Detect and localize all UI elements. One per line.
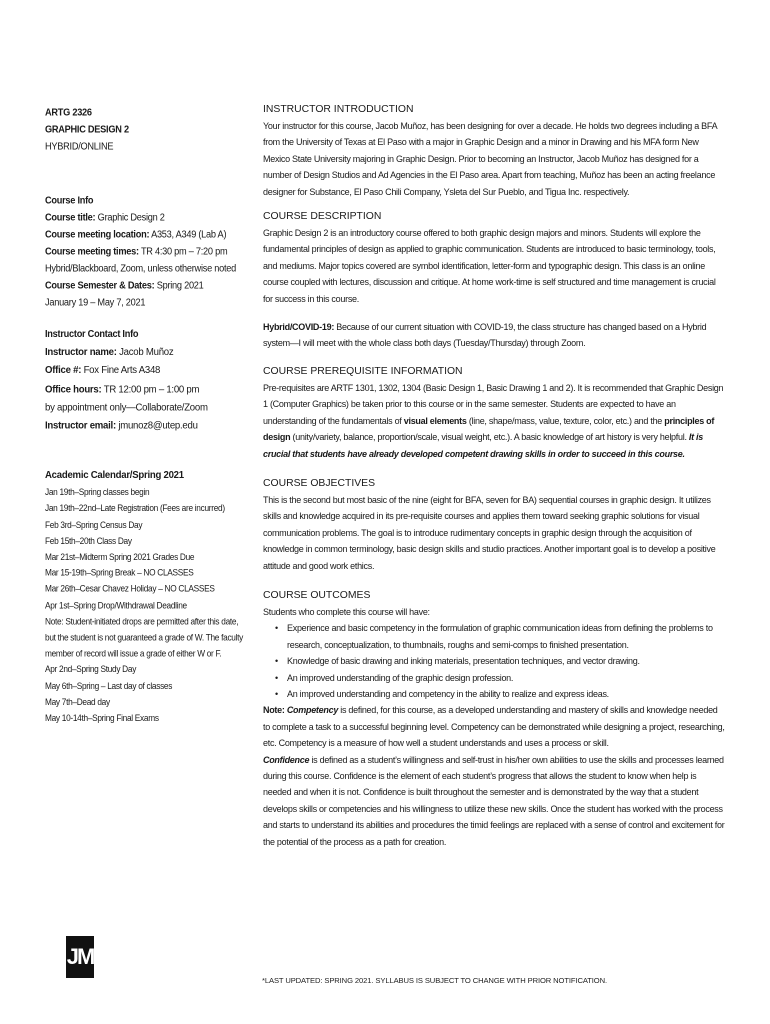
calendar-item: Apr 2nd–Spring Study Day [45,664,137,675]
course-times-label: Course meeting times: [45,246,139,257]
course-info [45,192,250,311]
course-semester-line [45,277,250,294]
outcomes-section [263,588,725,850]
instructor-contact [45,326,250,435]
course-location-label: Course meeting location: [45,229,150,240]
right-column [263,102,725,850]
prerequisite-section [263,364,725,462]
competency-note [263,702,725,751]
calendar-item: Apr 1st–Spring Drop/Withdrawal Deadline [45,599,187,611]
instructor-email-label: Instructor email: [45,419,116,432]
outcome-item: • An improved understanding and competency in the ability to realize and express ideas. [273,686,725,702]
course-description-heading: COURSE DESCRIPTION [263,211,382,223]
left-column [45,104,250,727]
calendar-item: May 7th–Dead day [45,696,110,707]
instructor-name-line [45,344,250,362]
course-header [45,104,250,155]
confidence-term: Confidence [263,754,310,765]
calendar-item: Mar 21st–Midterm Spring 2021 Grades Due [45,551,195,562]
principles-of-design-term: principles of design [263,415,715,443]
course-name: GRAPHIC DESIGN 2 [45,124,129,135]
outcomes-intro: Students who complete this course will have: [263,606,430,617]
prerequisite-text-2: (line, shape/mass, value, texture, color, etc.) and the [466,415,665,426]
outcome-item: • Experience and basic competency in the formulation of graphic communication ideas from defining the problems to research, conceptualization, to thumbnails, roughs and semi-comps to finished presentation. [273,620,725,653]
course-title-value: Graphic Design 2 [97,212,165,223]
course-description-section [263,209,725,352]
instructor-email-link[interactable]: jmunoz8@utep.edu [118,419,198,432]
office-hours-note: by appointment only—Collaborate/Zoom [45,401,208,414]
confidence-note [263,752,725,850]
instructor-name-value: Jacob Muñoz [119,346,174,359]
instructor-contact-heading: Instructor Contact Info [45,328,139,340]
calendar-list [45,485,250,727]
competency-term: Competency [286,705,339,716]
covid-text: Because of our current situation with COVID-19, the class structure has changed based on a Hybrid system—I will meet with the whole class both days (Tuesday/Thursday) through Zoom. [263,322,707,349]
course-description-body: Graphic Design 2 is an introductory course offered to both graphic design majors and minors. Students will explore the fundamental principles of design as applied to graphic communication. Students are introduced to basic terminology, tools, and mediums. Major topics covered are symbol identification, letter-form and typographic design. This class is an online course coupled with lectures, discussion and critique. At home work-time is self structured and time management is crucial for success in this course. [263,228,716,304]
course-times-value: TR 4:30 pm – 7:20 pm [140,246,228,257]
course-dates: January 19 – May 7, 2021 [45,296,146,308]
office-label: Office #: [45,365,82,377]
prerequisite-body [263,380,725,462]
calendar-item: Mar 15-19th–Spring Break – NO CLASSES [45,567,194,579]
office-hours-value: TR 12:00 pm – 1:00 pm [103,383,200,396]
prerequisite-heading: COURSE PREREQUISITE INFORMATION [263,365,463,377]
instructor-email-line [45,417,250,435]
prerequisite-text-3: (unity/variety, balance, proportion/scale, visual weight, etc.). A basic knowledge of art history is very helpful. [290,432,689,443]
calendar-item: Note: Student-initiated drops are permitted after this date, but the student is not guaranteed a grade of W. The faculty member of record will issue a grade of either W or F. [45,615,244,659]
footer-note: *LAST UPDATED: SPRING 2021. SYLLABUS IS SUBJECT TO CHANGE WITH PRIOR NOTIFICATION. [262,976,607,985]
objectives-body: This is the second but most basic of the nine (eight for BFA, seven for BA) sequential courses in graphic design. It utilizes skills and knowledge acquired in its pre-requisite courses and applies them toward seeking graphic solutions for visual communication problems. The goal is to introduce rudimentary concepts in graphic design through the acquisition of knowledge in common terminology, basic design skills and studio practices. Another important goal is to develop a positive attitude and good work ethics. [263,494,716,571]
confidence-text: is defined as a student’s willingness and self-trust in his/her own abilities to use the skills and processes learned during this course. Confidence is the element of each student’s progress that allows the student to know when help is needed and when it is not. Confidence is built throughout the semester and is demonstrated by the way that a student develops skills or competencies and his willingness to utilize these new skills. Once the student has worked with the process and starts to understand its abilities and procedures the timid feelings are replaced with a sense of control and excitement for the potential of the process as a path for creation. [263,754,725,847]
calendar-item: Feb 3rd–Spring Census Day [45,519,143,530]
outcome-item: • Knowledge of basic drawing and inking materials, presentation techniques, and vector drawing. [273,653,725,669]
jm-logo: JM [66,936,94,978]
covid-label: Hybrid/COVID-19: [263,322,335,333]
course-semester-label: Course Semester & Dates: [45,279,155,291]
office-value: Fox Fine Arts A348 [83,365,161,377]
office-hours-label: Office hours: [45,383,102,396]
calendar-item: May 6th–Spring – Last day of classes [45,680,173,691]
course-times-line [45,243,250,260]
instructor-introduction-heading: INSTRUCTOR INTRODUCTION [263,104,414,115]
drawing-skills-emphasis: It is crucial that students have already developed competent drawing skills in order to succeed in this course. [263,432,703,459]
note-label: Note: [263,705,287,716]
calendar-item: Feb 15th–20th Class Day [45,535,132,546]
office-line [45,362,250,380]
course-location-value: A353, A349 (Lab A) [151,229,227,240]
instructor-name-label: Instructor name: [45,346,117,359]
objectives-heading: COURSE OBJECTIVES [263,477,376,489]
competency-text: is defined, for this course, as a developed understanding and mastery of skills and knowledge needed to complete a task to a successful beginning level. Competency can be demonstrated while designing a project, researching, etc. Competency is a measure of how well a student understands and uses a process or skill. [263,705,725,749]
course-times-note: Hybrid/Blackboard, Zoom, unless otherwise noted [45,263,236,274]
course-location-line [45,226,250,243]
course-semester-value: Spring 2021 [156,279,204,291]
outcomes-list [263,620,725,702]
outcomes-heading: COURSE OUTCOMES [263,589,371,601]
calendar-heading: Academic Calendar/Spring 2021 [45,469,184,482]
covid-note [263,319,725,352]
objectives-section [263,476,725,574]
instructor-introduction-body: Your instructor for this course, Jacob Muñoz, has been designing for over a decade. He holds two degrees including a BFA from the University of Texas at El Paso with a major in Graphic Design and a minor in Drawing and his MFA form New Mexico State University majoring in Graphic Design. Prior to becoming an Instructor, Jacob Muñoz has designed for a number of Design Studios and Ad Agencies in the El Paso area. Apart from teaching, Muñoz has been an acting freelance designer for Substance, El Paso Chili Company, Ysleta del Sur Pueblo, and Tigua Inc. respectively. [263,121,717,197]
outcome-item: • An improved understanding of the graphic design profession. [273,670,725,686]
course-format: HYBRID/ONLINE [45,141,114,152]
calendar-item: Mar 26th–Cesar Chavez Holiday – NO CLASSES [45,583,215,595]
office-hours-line [45,380,250,398]
course-info-heading: Course Info [45,195,94,206]
prerequisite-text-1: Pre-requisites are ARTF 1301, 1302, 1304 (Basic Design 1, Basic Drawing 1 and 2). It is recommended that Graphic Design 1 (Computer Graphics) be taken prior to this course or in the same semester. Students are expected to have an understanding of the fundamentals of [263,382,724,426]
instructor-introduction-section [263,102,725,200]
calendar-item: Jan 19th–22nd–Late Registration (Fees are incurred) [45,503,225,514]
visual-elements-term: visual elements [403,415,467,426]
course-title-label: Course title: [45,212,96,223]
course-title-line [45,209,250,226]
academic-calendar [45,467,250,727]
calendar-item: Jan 19th–Spring classes begin [45,486,150,498]
course-code: ARTG 2326 [45,107,92,118]
calendar-item: May 10-14th–Spring Final Exams [45,712,159,724]
